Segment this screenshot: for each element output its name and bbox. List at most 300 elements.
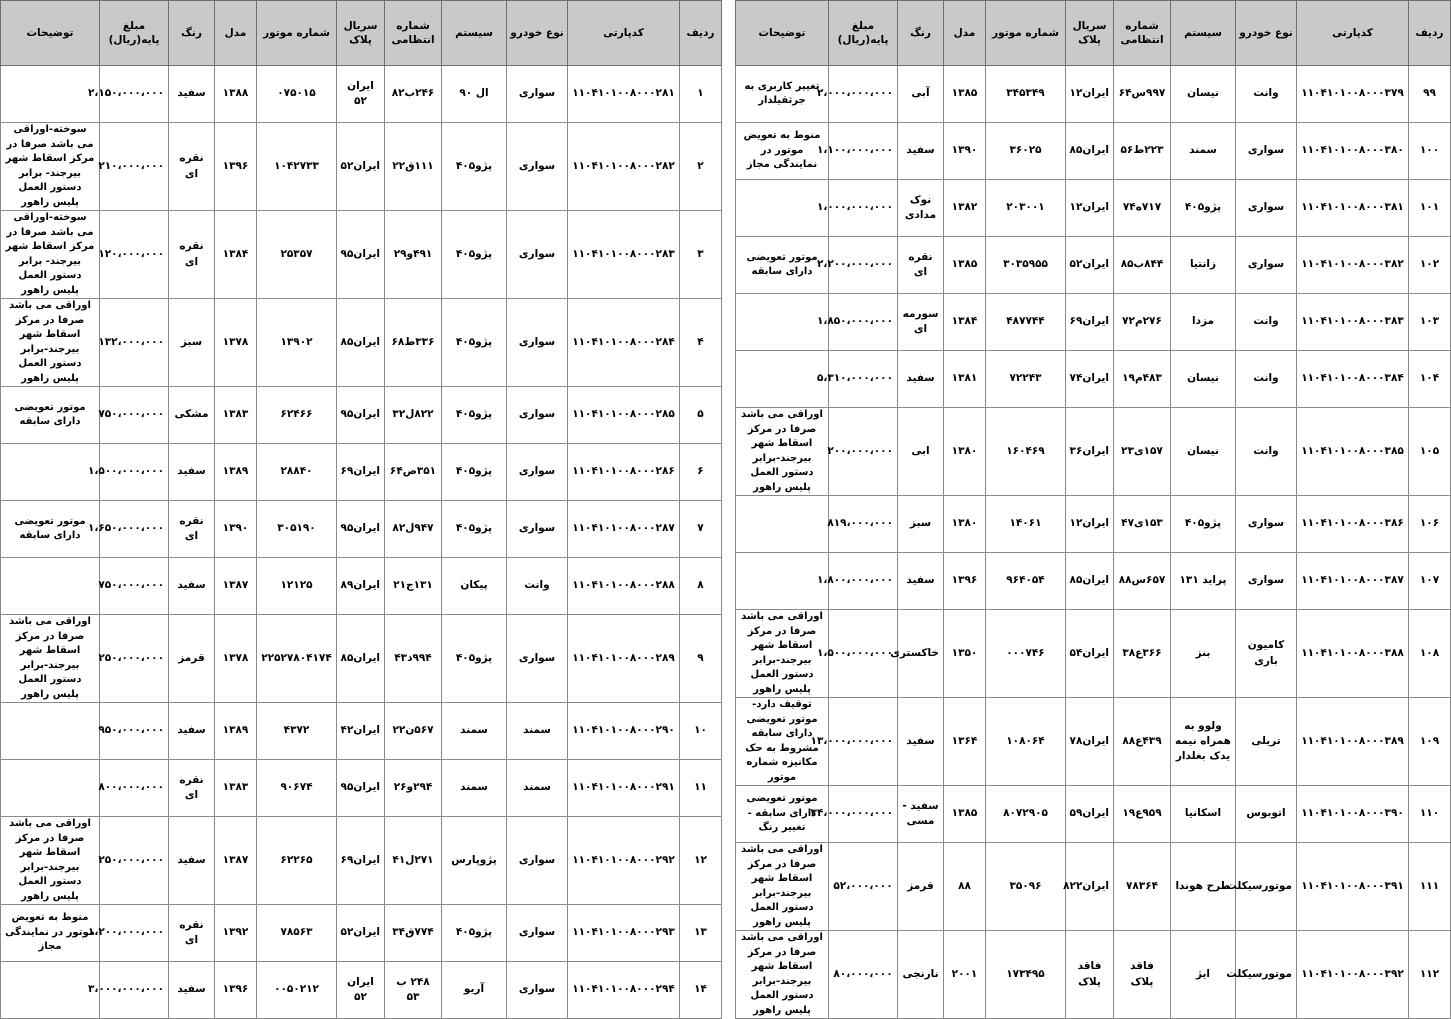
cell-color: نقره ای bbox=[169, 123, 215, 211]
cell-base-price: ۱۲۰،۰۰۰،۰۰۰ bbox=[100, 211, 169, 299]
cell-system: ال ۹۰ bbox=[442, 66, 507, 123]
cell-row-no: ۲ bbox=[680, 123, 722, 211]
cell-part-code: ۱۱۰۴۱۰۱۰۰۸۰۰۰۳۸۰ bbox=[1297, 123, 1409, 180]
cell-part-code: ۱۱۰۴۱۰۱۰۰۸۰۰۰۳۹۰ bbox=[1297, 786, 1409, 843]
cell-serial-no: ۷۱۷ه۷۴ bbox=[1114, 180, 1171, 237]
header-notes: توضیحات bbox=[736, 1, 829, 66]
cell-row-no: ۱۱۲ bbox=[1409, 931, 1451, 1019]
cell-plate-serial: ایران۳۶ bbox=[1066, 408, 1114, 496]
cell-color: قرمز bbox=[898, 843, 944, 931]
cell-color: قرمز bbox=[169, 615, 215, 703]
cell-base-price: ۱،۸۵۰،۰۰۰،۰۰۰ bbox=[829, 294, 898, 351]
cell-system: پژوپارس bbox=[442, 817, 507, 905]
cell-part-code: ۱۱۰۴۱۰۱۰۰۸۰۰۰۳۸۸ bbox=[1297, 610, 1409, 698]
cell-row-no: ۱۳ bbox=[680, 905, 722, 962]
cell-row-no: ۱۲ bbox=[680, 817, 722, 905]
cell-plate-serial: ایران۱۲ bbox=[1066, 496, 1114, 553]
cell-plate-serial: ایران۸۵ bbox=[1066, 553, 1114, 610]
cell-plate-serial: ایران۶۹ bbox=[337, 817, 385, 905]
cell-serial-no: ۹۵۹ع۱۹ bbox=[1114, 786, 1171, 843]
cell-model: ۱۳۸۰ bbox=[944, 408, 986, 496]
cell-serial-no: ۹۹۷س۶۴ bbox=[1114, 66, 1171, 123]
table-row bbox=[736, 610, 1451, 698]
cell-notes: منوط به تعویض موتور در نمایندگی مجاز bbox=[736, 123, 829, 180]
cell-color: مشکی bbox=[169, 387, 215, 444]
cell-base-price: ۱،۵۰۰،۰۰۰،۰۰۰ bbox=[829, 610, 898, 698]
cell-engine-no: ۶۲۴۶۶ bbox=[257, 387, 337, 444]
cell-base-price: ۷۵۰،۰۰۰،۰۰۰ bbox=[100, 558, 169, 615]
cell-system: نیسان bbox=[1171, 351, 1236, 408]
cell-part-code: ۱۱۰۴۱۰۱۰۰۸۰۰۰۲۹۳ bbox=[568, 905, 680, 962]
cell-engine-no: ۱۰۴۲۷۳۳ bbox=[257, 123, 337, 211]
cell-plate-serial: فاقد پلاک bbox=[1066, 931, 1114, 1019]
header-part-code: کدپارتی bbox=[568, 1, 680, 66]
cell-plate-serial: ایران۵۲ bbox=[337, 123, 385, 211]
cell-plate-serial: ایران۸۲۲ bbox=[1066, 843, 1114, 931]
cell-plate-serial: ایران۵۴ bbox=[1066, 610, 1114, 698]
cell-engine-no: ۰۰۰۷۴۶ bbox=[986, 610, 1066, 698]
cell-engine-no: ۳۰۳۵۹۵۵ bbox=[986, 237, 1066, 294]
cell-serial-no: ۷۷۴ق۳۴ bbox=[385, 905, 442, 962]
cell-color: سفید bbox=[169, 817, 215, 905]
cell-row-no: ۱۱ bbox=[680, 760, 722, 817]
cell-row-no: ۱۱۰ bbox=[1409, 786, 1451, 843]
cell-vehicle-type: سواری bbox=[1236, 553, 1297, 610]
cell-color: نوک مدادی bbox=[898, 180, 944, 237]
cell-vehicle-type: تریلی bbox=[1236, 698, 1297, 786]
cell-vehicle-type: سواری bbox=[507, 501, 568, 558]
table-row bbox=[1, 760, 722, 817]
cell-system: نیسان bbox=[1171, 408, 1236, 496]
cell-engine-no: ۴۳۷۲ bbox=[257, 703, 337, 760]
cell-base-price: ۱،۲۰۰،۰۰۰،۰۰۰ bbox=[100, 905, 169, 962]
cell-system: ولوو به همراه نیمه یدک بغلدار bbox=[1171, 698, 1236, 786]
cell-base-price: ۱،۸۰۰،۰۰۰،۰۰۰ bbox=[829, 553, 898, 610]
cell-notes bbox=[1, 703, 100, 760]
cell-notes: تغییر کاربری به جرثقیلدار bbox=[736, 66, 829, 123]
header-row-no: ردیف bbox=[1409, 1, 1451, 66]
cell-plate-serial: ایران۸۵ bbox=[337, 615, 385, 703]
cell-system: پژو۴۰۵ bbox=[442, 123, 507, 211]
cell-part-code: ۱۱۰۴۱۰۱۰۰۸۰۰۰۳۸۱ bbox=[1297, 180, 1409, 237]
cell-color: سبز bbox=[898, 496, 944, 553]
cell-color: سفید bbox=[169, 703, 215, 760]
cell-part-code: ۱۱۰۴۱۰۱۰۰۸۰۰۰۲۸۶ bbox=[568, 444, 680, 501]
cell-serial-no: ۳۶۶ع۳۸ bbox=[1114, 610, 1171, 698]
vehicle-table-right bbox=[735, 0, 1451, 1019]
cell-model: ۱۳۸۴ bbox=[215, 211, 257, 299]
cell-model: ۱۳۹۶ bbox=[944, 553, 986, 610]
cell-part-code: ۱۱۰۴۱۰۱۰۰۸۰۰۰۳۷۹ bbox=[1297, 66, 1409, 123]
cell-model: ۲۰۰۱ bbox=[944, 931, 986, 1019]
cell-plate-serial: ایران۱۲ bbox=[1066, 66, 1114, 123]
cell-engine-no: ۹۰۶۷۴ bbox=[257, 760, 337, 817]
cell-system: ایژ bbox=[1171, 931, 1236, 1019]
cell-serial-no: ۲۴۶ب۸۲ bbox=[385, 66, 442, 123]
cell-vehicle-type: وانت bbox=[1236, 294, 1297, 351]
cell-base-price: ۵،۳۱۰،۰۰۰،۰۰۰ bbox=[829, 351, 898, 408]
cell-engine-no: ۹۶۴۰۵۴ bbox=[986, 553, 1066, 610]
cell-notes bbox=[736, 496, 829, 553]
cell-vehicle-type: سواری bbox=[507, 299, 568, 387]
cell-serial-no: ۶۵۷س۸۸ bbox=[1114, 553, 1171, 610]
cell-serial-no: ۲۷۶م۷۲ bbox=[1114, 294, 1171, 351]
cell-plate-serial: ایران۴۲ bbox=[337, 703, 385, 760]
cell-base-price: ۲،۰۰۰،۰۰۰،۰۰۰ bbox=[829, 66, 898, 123]
cell-system: زانتیا bbox=[1171, 237, 1236, 294]
cell-row-no: ۶ bbox=[680, 444, 722, 501]
cell-base-price: ۲۵۰،۰۰۰،۰۰۰ bbox=[100, 615, 169, 703]
table-row bbox=[1, 66, 722, 123]
cell-model: ۱۳۹۰ bbox=[215, 501, 257, 558]
cell-system: پژو۴۰۵ bbox=[1171, 180, 1236, 237]
cell-part-code: ۱۱۰۴۱۰۱۰۰۸۰۰۰۳۸۴ bbox=[1297, 351, 1409, 408]
cell-row-no: ۱۰۳ bbox=[1409, 294, 1451, 351]
cell-plate-serial: ایران۶۹ bbox=[1066, 294, 1114, 351]
cell-notes: اوراقی می باشد صرفا در مرکز اسقاط شهر بیرجند-برابر دستور العمل پلیس راهور bbox=[1, 299, 100, 387]
cell-notes bbox=[1, 962, 100, 1019]
cell-part-code: ۱۱۰۴۱۰۱۰۰۸۰۰۰۲۹۲ bbox=[568, 817, 680, 905]
cell-vehicle-type: سواری bbox=[1236, 123, 1297, 180]
cell-vehicle-type: وانت bbox=[1236, 408, 1297, 496]
cell-engine-no: ۳۰۵۱۹۰ bbox=[257, 501, 337, 558]
cell-plate-serial: ایران۷۸ bbox=[1066, 698, 1114, 786]
cell-base-price: ۸۱۹،۰۰۰،۰۰۰ bbox=[829, 496, 898, 553]
cell-system: اسکانیا bbox=[1171, 786, 1236, 843]
cell-model: ۱۳۹۶ bbox=[215, 962, 257, 1019]
table-row bbox=[1, 387, 722, 444]
cell-part-code: ۱۱۰۴۱۰۱۰۰۸۰۰۰۳۹۱ bbox=[1297, 843, 1409, 931]
header-part-code: کدپارتی bbox=[1297, 1, 1409, 66]
cell-notes: موتور تعویضی دارای سابقه bbox=[1, 501, 100, 558]
table-row bbox=[1, 211, 722, 299]
cell-system: پیکان bbox=[442, 558, 507, 615]
table-row bbox=[1, 905, 722, 962]
cell-base-price: ۱۳،۰۰۰،۰۰۰،۰۰۰ bbox=[829, 698, 898, 786]
cell-system: طرح هوندا bbox=[1171, 843, 1236, 931]
cell-system: پژو۴۰۵ bbox=[442, 905, 507, 962]
cell-engine-no: ۷۸۵۶۳ bbox=[257, 905, 337, 962]
cell-serial-no: ۲۲۳ط۵۶ bbox=[1114, 123, 1171, 180]
cell-color: سفید bbox=[898, 351, 944, 408]
cell-notes bbox=[736, 294, 829, 351]
cell-vehicle-type: موتورسیکلت bbox=[1236, 843, 1297, 931]
cell-system: پراید ۱۳۱ bbox=[1171, 553, 1236, 610]
cell-vehicle-type: سواری bbox=[1236, 180, 1297, 237]
cell-base-price: ۱۳۲،۰۰۰،۰۰۰ bbox=[100, 299, 169, 387]
header-color: رنگ bbox=[169, 1, 215, 66]
cell-vehicle-type: وانت bbox=[507, 558, 568, 615]
cell-plate-serial: ایران۹۵ bbox=[337, 387, 385, 444]
table-header-row bbox=[1, 1, 722, 66]
cell-notes bbox=[1, 760, 100, 817]
cell-vehicle-type: سواری bbox=[507, 615, 568, 703]
table-row bbox=[736, 843, 1451, 931]
cell-model: ۱۳۸۷ bbox=[215, 558, 257, 615]
cell-part-code: ۱۱۰۴۱۰۱۰۰۸۰۰۰۳۸۶ bbox=[1297, 496, 1409, 553]
cell-engine-no: ۲۵۳۵۷ bbox=[257, 211, 337, 299]
cell-system: پژو۴۰۵ bbox=[442, 387, 507, 444]
cell-notes: اوراقی می باشد صرفا در مرکز اسقاط شهر بیرجند-برابر دستور العمل پلیس راهور bbox=[736, 931, 829, 1019]
cell-engine-no: ۱۷۳۴۹۵ bbox=[986, 931, 1066, 1019]
cell-part-code: ۱۱۰۴۱۰۱۰۰۸۰۰۰۲۸۵ bbox=[568, 387, 680, 444]
cell-part-code: ۱۱۰۴۱۰۱۰۰۸۰۰۰۲۸۳ bbox=[568, 211, 680, 299]
cell-plate-serial: ایران۸۵ bbox=[337, 299, 385, 387]
cell-serial-no: ۸۲۲ل۳۲ bbox=[385, 387, 442, 444]
cell-part-code: ۱۱۰۴۱۰۱۰۰۸۰۰۰۲۸۱ bbox=[568, 66, 680, 123]
cell-row-no: ۹ bbox=[680, 615, 722, 703]
cell-vehicle-type: سواری bbox=[507, 444, 568, 501]
cell-row-no: ۱۰۶ bbox=[1409, 496, 1451, 553]
cell-model: ۱۳۸۳ bbox=[215, 760, 257, 817]
cell-system: پژو۴۰۵ bbox=[442, 211, 507, 299]
table-row bbox=[1, 123, 722, 211]
cell-serial-no: ۳۵۱ص۶۴ bbox=[385, 444, 442, 501]
cell-notes: اوراقی می باشد صرفا در مرکز اسقاط شهر بیرجند-برابر دستور العمل پلیس راهور bbox=[736, 408, 829, 496]
cell-row-no: ۱۴ bbox=[680, 962, 722, 1019]
cell-base-price: ۲۰۰،۰۰۰،۰۰۰ bbox=[829, 408, 898, 496]
cell-color: سفید bbox=[898, 123, 944, 180]
cell-color: ابی bbox=[898, 408, 944, 496]
cell-notes: موتور تعویضی دارای سابقه bbox=[736, 237, 829, 294]
cell-engine-no: ۲۰۳۰۰۱ bbox=[986, 180, 1066, 237]
cell-base-price: ۳،۰۰۰،۰۰۰،۰۰۰ bbox=[100, 962, 169, 1019]
cell-base-price: ۱،۶۵۰،۰۰۰،۰۰۰ bbox=[100, 501, 169, 558]
cell-serial-no: ۴۳۹ع۸۸ bbox=[1114, 698, 1171, 786]
cell-plate-serial: ایران۵۲ bbox=[337, 905, 385, 962]
cell-system: مزدا bbox=[1171, 294, 1236, 351]
cell-system: پژو۴۰۵ bbox=[442, 615, 507, 703]
cell-model: ۱۳۸۳ bbox=[215, 387, 257, 444]
cell-model: ۱۳۸۲ bbox=[944, 180, 986, 237]
table-row bbox=[1, 615, 722, 703]
cell-row-no: ۱۱۱ bbox=[1409, 843, 1451, 931]
cell-vehicle-type: وانت bbox=[1236, 351, 1297, 408]
cell-system: پژو۴۰۵ bbox=[442, 299, 507, 387]
cell-vehicle-type: موتورسیکلت bbox=[1236, 931, 1297, 1019]
cell-notes: اوراقی می باشد صرفا در مرکز اسقاط شهر بیرجند-برابر دستور العمل پلیس راهور bbox=[736, 843, 829, 931]
cell-plate-serial: ایران۸۵ bbox=[1066, 123, 1114, 180]
cell-color: سفید - مسی bbox=[898, 786, 944, 843]
cell-part-code: ۱۱۰۴۱۰۱۰۰۸۰۰۰۳۹۲ bbox=[1297, 931, 1409, 1019]
cell-row-no: ۱۰۲ bbox=[1409, 237, 1451, 294]
cell-model: ۱۳۸۴ bbox=[944, 294, 986, 351]
cell-notes bbox=[1, 444, 100, 501]
cell-model: ۱۳۸۵ bbox=[944, 786, 986, 843]
header-base-price: مبلغ پایه(ریال) bbox=[100, 1, 169, 66]
cell-notes: موتور تعویضی دارای سابقه bbox=[1, 387, 100, 444]
table-row bbox=[736, 408, 1451, 496]
cell-plate-serial: ایران۹۵ bbox=[337, 211, 385, 299]
cell-color: سفید bbox=[898, 553, 944, 610]
cell-model: ۱۳۸۱ bbox=[944, 351, 986, 408]
cell-model: ۱۳۸۹ bbox=[215, 444, 257, 501]
cell-system: سمند bbox=[1171, 123, 1236, 180]
table-row bbox=[736, 294, 1451, 351]
cell-color: آبی bbox=[898, 66, 944, 123]
cell-serial-no: ۵۶۷ن۲۲ bbox=[385, 703, 442, 760]
cell-row-no: ۱ bbox=[680, 66, 722, 123]
cell-engine-no: ۰۰۵۰۲۱۲ bbox=[257, 962, 337, 1019]
cell-part-code: ۱۱۰۴۱۰۱۰۰۸۰۰۰۲۹۴ bbox=[568, 962, 680, 1019]
cell-serial-no: ۴۹۱و۲۹ bbox=[385, 211, 442, 299]
header-model: مدل bbox=[215, 1, 257, 66]
table-row bbox=[1, 703, 722, 760]
table-row bbox=[736, 698, 1451, 786]
cell-model: ۱۳۷۸ bbox=[215, 299, 257, 387]
cell-vehicle-type: اتوبوس bbox=[1236, 786, 1297, 843]
cell-engine-no: ۲۲۵۲۷۸۰۴۱۷۴ bbox=[257, 615, 337, 703]
cell-color: خاکستری bbox=[898, 610, 944, 698]
cell-engine-no: ۷۲۲۴۳ bbox=[986, 351, 1066, 408]
cell-color: نقره ای bbox=[169, 501, 215, 558]
cell-part-code: ۱۱۰۴۱۰۱۰۰۸۰۰۰۲۸۷ bbox=[568, 501, 680, 558]
cell-notes: توقیف دارد-موتور تعویضی دارای سابقه مشروط به حک مکانیزه شماره موتور bbox=[736, 698, 829, 786]
cell-part-code: ۱۱۰۴۱۰۱۰۰۸۰۰۰۲۸۴ bbox=[568, 299, 680, 387]
cell-color: سفید bbox=[169, 444, 215, 501]
cell-color: نقره ای bbox=[169, 760, 215, 817]
cell-base-price: ۷۵۰،۰۰۰،۰۰۰ bbox=[100, 387, 169, 444]
cell-notes: منوط به تعویض موتور در نمایندگی مجاز bbox=[1, 905, 100, 962]
cell-serial-no: ۱۵۳ی۴۷ bbox=[1114, 496, 1171, 553]
cell-vehicle-type: سمند bbox=[507, 760, 568, 817]
cell-base-price: ۸۰۰،۰۰۰،۰۰۰ bbox=[100, 760, 169, 817]
table-row bbox=[736, 237, 1451, 294]
cell-plate-serial: ایران۹۵ bbox=[337, 501, 385, 558]
cell-part-code: ۱۱۰۴۱۰۱۰۰۸۰۰۰۲۹۰ bbox=[568, 703, 680, 760]
cell-system: نیسان bbox=[1171, 66, 1236, 123]
cell-part-code: ۱۱۰۴۱۰۱۰۰۸۰۰۰۳۸۲ bbox=[1297, 237, 1409, 294]
header-system: سیستم bbox=[442, 1, 507, 66]
table-row bbox=[736, 553, 1451, 610]
cell-vehicle-type: سواری bbox=[507, 211, 568, 299]
cell-base-price: ۱،۰۰۰،۰۰۰،۰۰۰ bbox=[829, 180, 898, 237]
cell-base-price: ۱،۵۰۰،۰۰۰،۰۰۰ bbox=[100, 444, 169, 501]
cell-plate-serial: ایران۱۲ bbox=[1066, 180, 1114, 237]
table-row bbox=[736, 351, 1451, 408]
cell-engine-no: ۶۲۲۶۵ bbox=[257, 817, 337, 905]
cell-model: ۱۳۸۹ bbox=[215, 703, 257, 760]
cell-plate-serial: ایران۵۹ bbox=[1066, 786, 1114, 843]
cell-serial-no: ۲۷۱ل۴۱ bbox=[385, 817, 442, 905]
cell-vehicle-type: سواری bbox=[507, 66, 568, 123]
cell-color: سفید bbox=[169, 66, 215, 123]
cell-row-no: ۱۰۷ bbox=[1409, 553, 1451, 610]
cell-part-code: ۱۱۰۴۱۰۱۰۰۸۰۰۰۳۸۷ bbox=[1297, 553, 1409, 610]
cell-notes: اوراقی می باشد صرفا در مرکز اسقاط شهر بیرجند-برابر دستور العمل پلیس راهور bbox=[1, 615, 100, 703]
cell-row-no: ۱۰۴ bbox=[1409, 351, 1451, 408]
cell-model: ۱۳۸۵ bbox=[944, 66, 986, 123]
cell-engine-no: ۳۶۰۲۵ bbox=[986, 123, 1066, 180]
table-row bbox=[736, 786, 1451, 843]
cell-plate-serial: ایران ۵۲ bbox=[337, 962, 385, 1019]
cell-serial-no: ۱۵۷ی۲۳ bbox=[1114, 408, 1171, 496]
header-notes: توضیحات bbox=[1, 1, 100, 66]
cell-color: نارنجی bbox=[898, 931, 944, 1019]
cell-notes: اوراقی می باشد صرفا در مرکز اسقاط شهر بیرجند-برابر دستور العمل پلیس راهور bbox=[736, 610, 829, 698]
header-plate-serial: سریال پلاک bbox=[1066, 1, 1114, 66]
cell-row-no: ۱۰۵ bbox=[1409, 408, 1451, 496]
cell-system: پژو۴۰۵ bbox=[442, 444, 507, 501]
cell-part-code: ۱۱۰۴۱۰۱۰۰۸۰۰۰۳۸۹ bbox=[1297, 698, 1409, 786]
cell-engine-no: ۱۲۱۲۵ bbox=[257, 558, 337, 615]
table-row bbox=[1, 444, 722, 501]
cell-vehicle-type: سواری bbox=[507, 905, 568, 962]
table-row bbox=[1, 962, 722, 1019]
cell-system: سمند bbox=[442, 703, 507, 760]
cell-serial-no: ۳۳۶ط۶۸ bbox=[385, 299, 442, 387]
header-serial-no: شماره انتظامی bbox=[1114, 1, 1171, 66]
vehicle-table-left bbox=[0, 0, 722, 1019]
cell-system: بنز bbox=[1171, 610, 1236, 698]
cell-serial-no: ۹۴۷ل۸۲ bbox=[385, 501, 442, 558]
cell-notes: اوراقی می باشد صرفا در مرکز اسقاط شهر بیرجند-برابر دستور العمل پلیس راهور bbox=[1, 817, 100, 905]
cell-serial-no: ۷۸۳۶۴ bbox=[1114, 843, 1171, 931]
cell-color: نقره ای bbox=[898, 237, 944, 294]
cell-base-price: ۱،۱۰۰،۰۰۰،۰۰۰ bbox=[829, 123, 898, 180]
cell-engine-no: ۳۵۰۹۶ bbox=[986, 843, 1066, 931]
cell-part-code: ۱۱۰۴۱۰۱۰۰۸۰۰۰۲۸۹ bbox=[568, 615, 680, 703]
table-row bbox=[1, 501, 722, 558]
cell-color: سورمه ای bbox=[898, 294, 944, 351]
cell-base-price: ۲۵۰،۰۰۰،۰۰۰ bbox=[100, 817, 169, 905]
cell-model: ۸۸ bbox=[944, 843, 986, 931]
header-vehicle-type: نوع خودرو bbox=[507, 1, 568, 66]
cell-part-code: ۱۱۰۴۱۰۱۰۰۸۰۰۰۳۸۵ bbox=[1297, 408, 1409, 496]
table-row bbox=[736, 123, 1451, 180]
cell-plate-serial: ایران۵۲ bbox=[1066, 237, 1114, 294]
cell-row-no: ۱۰۱ bbox=[1409, 180, 1451, 237]
cell-base-price: ۳۴،۰۰۰،۰۰۰،۰۰۰ bbox=[829, 786, 898, 843]
cell-base-price: ۲،۲۰۰،۰۰۰،۰۰۰ bbox=[829, 237, 898, 294]
table-body-right bbox=[736, 66, 1451, 1019]
cell-row-no: ۳ bbox=[680, 211, 722, 299]
cell-plate-serial: ایران ۵۲ bbox=[337, 66, 385, 123]
cell-engine-no: ۱۰۸۰۶۴ bbox=[986, 698, 1066, 786]
cell-row-no: ۱۰۹ bbox=[1409, 698, 1451, 786]
cell-serial-no: ۴۸۳م۱۹ bbox=[1114, 351, 1171, 408]
cell-engine-no: ۱۳۹۰۲ bbox=[257, 299, 337, 387]
cell-system: پژو۴۰۵ bbox=[1171, 496, 1236, 553]
cell-engine-no: ۴۸۷۷۴۴ bbox=[986, 294, 1066, 351]
header-system: سیستم bbox=[1171, 1, 1236, 66]
cell-part-code: ۱۱۰۴۱۰۱۰۰۸۰۰۰۲۹۱ bbox=[568, 760, 680, 817]
header-model: مدل bbox=[944, 1, 986, 66]
cell-base-price: ۹۵۰،۰۰۰،۰۰۰ bbox=[100, 703, 169, 760]
cell-vehicle-type: سواری bbox=[507, 962, 568, 1019]
cell-notes bbox=[736, 553, 829, 610]
cell-notes: سوخته-اوراقی می باشد صرفا در مرکز اسقاط شهر بیرجند- برابر دستور العمل پلیس راهور bbox=[1, 211, 100, 299]
cell-system: آریو bbox=[442, 962, 507, 1019]
table-row bbox=[736, 496, 1451, 553]
cell-color: سبز bbox=[169, 299, 215, 387]
header-engine-no: شماره موتور bbox=[257, 1, 337, 66]
cell-engine-no: ۱۴۰۶۱ bbox=[986, 496, 1066, 553]
header-color: رنگ bbox=[898, 1, 944, 66]
cell-engine-no: ۲۸۸۴۰ bbox=[257, 444, 337, 501]
cell-notes bbox=[1, 558, 100, 615]
cell-vehicle-type: سواری bbox=[507, 817, 568, 905]
cell-engine-no: ۸۰۷۲۹۰۵ bbox=[986, 786, 1066, 843]
cell-model: ۱۳۵۰ bbox=[944, 610, 986, 698]
cell-plate-serial: ایران۹۵ bbox=[337, 760, 385, 817]
cell-color: سفید bbox=[898, 698, 944, 786]
cell-system: سمند bbox=[442, 760, 507, 817]
cell-engine-no: ۰۷۵۰۱۵ bbox=[257, 66, 337, 123]
cell-serial-no: ۲۴۸ ب ۵۳ bbox=[385, 962, 442, 1019]
cell-serial-no: فاقد پلاک bbox=[1114, 931, 1171, 1019]
cell-notes bbox=[1, 66, 100, 123]
